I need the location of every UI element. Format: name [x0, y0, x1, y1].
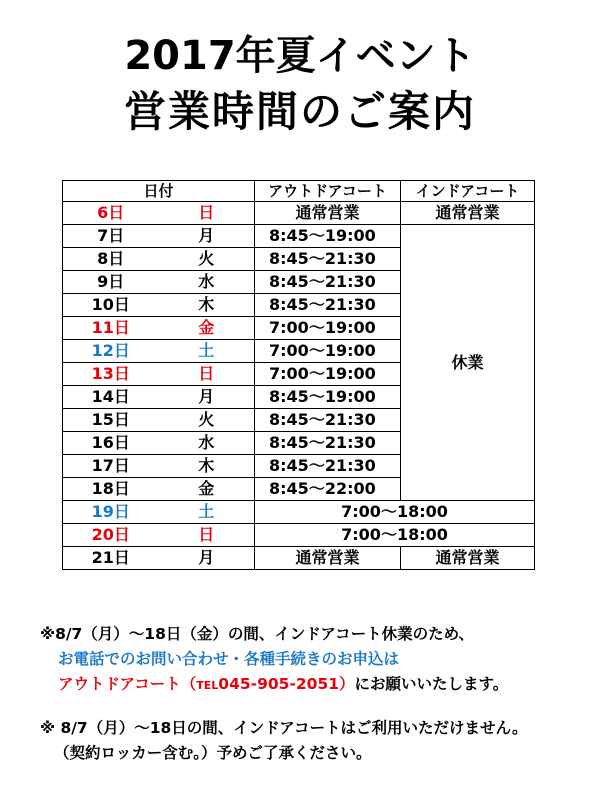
table-row — [63, 202, 535, 225]
cell-day-of-week: 金 — [159, 478, 255, 501]
schedule-table-body — [63, 202, 535, 570]
table-row — [63, 524, 535, 547]
cell-date: 14日 — [63, 386, 159, 409]
cell-day-of-week: 月 — [159, 225, 255, 248]
cell-date: 12日 — [63, 340, 159, 363]
cell-outdoor-hours: 7:00～19:00 — [255, 340, 401, 363]
cell-day-of-week: 木 — [159, 294, 255, 317]
cell-day-of-week: 月 — [159, 386, 255, 409]
notes-gap — [40, 698, 590, 716]
cell-outdoor-hours: 8:45～21:30 — [255, 271, 401, 294]
cell-outdoor-hours: 8:45～22:00 — [255, 478, 401, 501]
table-header-row — [63, 181, 535, 202]
cell-day-of-week: 日 — [159, 363, 255, 386]
cell-date: 15日 — [63, 409, 159, 432]
cell-date: 19日 — [63, 501, 159, 524]
cell-indoor-hours: 通常営業 — [401, 202, 535, 225]
cell-indoor-hours: 通常営業 — [401, 547, 535, 570]
header-indoor: インドアコート — [401, 181, 535, 202]
cell-outdoor-hours: 8:45～21:30 — [255, 294, 401, 317]
cell-outdoor-hours: 8:45～21:30 — [255, 409, 401, 432]
cell-day-of-week: 水 — [159, 271, 255, 294]
cell-date: 6日 — [63, 202, 159, 225]
cell-day-of-week: 月 — [159, 547, 255, 570]
note2-line1: ※ 8/7（月）～18日の間、インドアコートはご利用いただけません。 — [40, 719, 528, 737]
cell-outdoor-hours: 7:00～19:00 — [255, 363, 401, 386]
cell-day-of-week: 木 — [159, 455, 255, 478]
cell-day-of-week: 日 — [159, 202, 255, 225]
note2-line2: （契約ロッカー含む。）予めご了承ください。 — [54, 744, 372, 762]
cell-day-of-week: 土 — [159, 340, 255, 363]
cell-date: 20日 — [63, 524, 159, 547]
cell-date: 11日 — [63, 317, 159, 340]
cell-outdoor-hours: 8:45～19:00 — [255, 225, 401, 248]
table-row — [63, 225, 535, 248]
cell-outdoor-hours: 8:45～21:30 — [255, 432, 401, 455]
note1-tel-number: 045-905-2051） — [218, 675, 355, 693]
page-title-line1: 2017年夏イベント — [124, 33, 476, 79]
cell-outdoor-hours: 通常営業 — [255, 547, 401, 570]
note1-line3-rest: にお願いいたします。 — [354, 675, 509, 693]
note1-line1: ※8/7（月）～18日（金）の間、インドアコート休業のため、 — [40, 625, 475, 643]
cell-date: 17日 — [63, 455, 159, 478]
cell-date: 16日 — [63, 432, 159, 455]
cell-day-of-week: 土 — [159, 501, 255, 524]
cell-indoor-closed: 休業 — [401, 225, 535, 501]
cell-day-of-week: 水 — [159, 432, 255, 455]
header-outdoor: アウトドアコート — [255, 181, 401, 202]
table-row — [63, 547, 535, 570]
schedule-table — [62, 180, 535, 570]
cell-outdoor-hours: 通常営業 — [255, 202, 401, 225]
cell-outdoor-hours: 8:45～21:30 — [255, 455, 401, 478]
cell-date: 21日 — [63, 547, 159, 570]
cell-day-of-week: 日 — [159, 524, 255, 547]
cell-date: 10日 — [63, 294, 159, 317]
page-title-line2: 営業時間のご案内 — [123, 87, 476, 136]
cell-combined-hours: 7:00～18:00 — [255, 501, 535, 524]
cell-date: 9日 — [63, 271, 159, 294]
cell-day-of-week: 金 — [159, 317, 255, 340]
header-date: 日付 — [63, 181, 255, 202]
note1-outdoor-label: アウトドアコート（ — [58, 675, 197, 693]
cell-outdoor-hours: 7:00～19:00 — [255, 317, 401, 340]
cell-date: 8日 — [63, 248, 159, 271]
cell-outdoor-hours: 8:45～19:00 — [255, 386, 401, 409]
cell-date: 7日 — [63, 225, 159, 248]
table-row — [63, 501, 535, 524]
cell-date: 13日 — [63, 363, 159, 386]
cell-day-of-week: 火 — [159, 248, 255, 271]
notes — [40, 622, 590, 766]
cell-combined-hours: 7:00～18:00 — [255, 524, 535, 547]
cell-date: 18日 — [63, 478, 159, 501]
cell-outdoor-hours: 8:45～21:30 — [255, 248, 401, 271]
note1-line3 — [40, 672, 590, 698]
cell-day-of-week: 火 — [159, 409, 255, 432]
note1-line2: お電話でのお問い合わせ・各種手続きのお申込は — [58, 650, 400, 668]
note1-tel-label: TEL — [196, 679, 219, 692]
